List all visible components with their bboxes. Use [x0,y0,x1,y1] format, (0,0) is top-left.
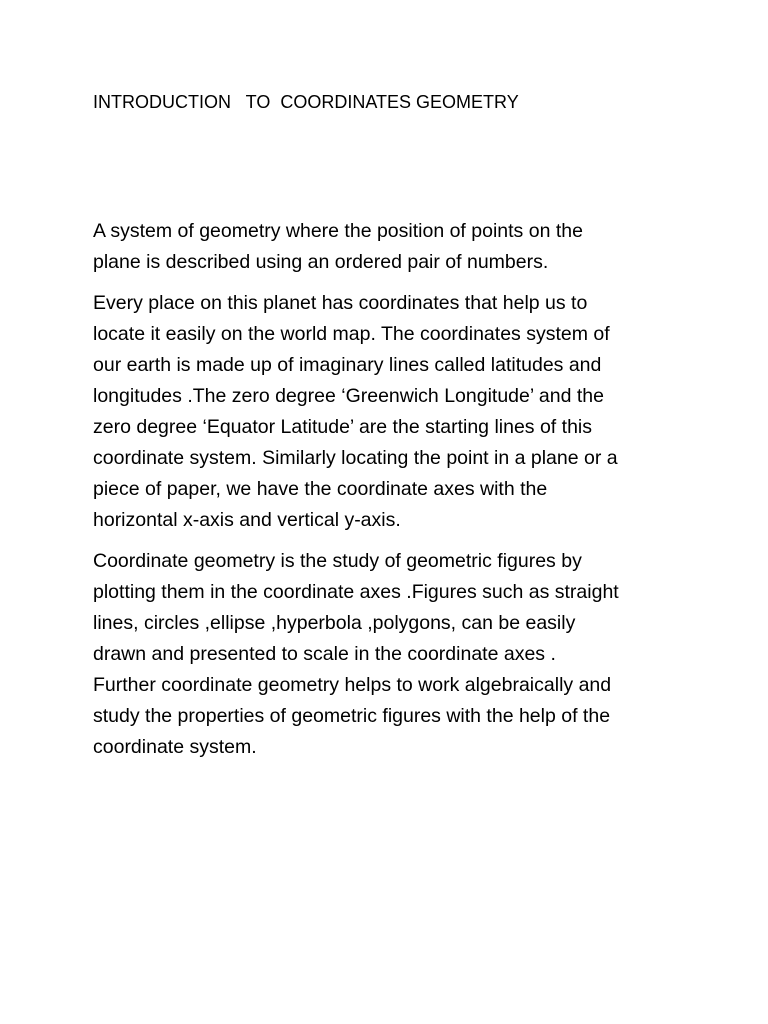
paragraph-coordinate-geometry: Coordinate geometry is the study of geometric figures by plotting them in the coordinate axes .Figures such as straight lines, circles ,ellipse ,hyperbola ,polygons, can be easily drawn and presented to scale in the coordinate axes . Further coordinate geometry helps to work algebraically and study the properties of geometric figures with the help of the coordinate system. [93,550,619,758]
document-body [93,216,683,773]
paragraph-earth-coordinates: Every place on this planet has coordinates that help us to locate it easily on the world map. The coordinates system of our earth is made up of imaginary lines called latitudes and longitudes .The zero degree ‘Greenwich Longitude’ and the zero degree ‘Equator Latitude’ are the starting lines of this coordinate system. Similarly locating the point in a plane or a piece of paper, we have the coordinate axes with the horizontal x-axis and vertical y-axis. [93,292,618,531]
document-title: INTRODUCTION TO COORDINATES GEOMETRY [93,92,519,112]
paragraph-definition: A system of geometry where the position of points on the plane is described using an ordered pair of numbers. [93,220,583,273]
